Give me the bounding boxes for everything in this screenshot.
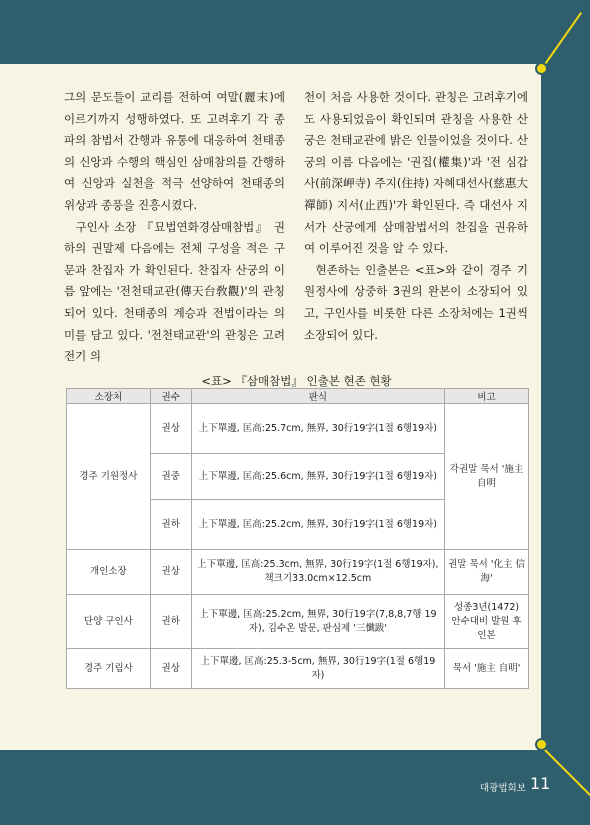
cell-owner: 개인소장 — [67, 550, 151, 595]
header-format: 판식 — [191, 389, 444, 404]
cell-note: 묵서 '施主 自明' — [445, 649, 529, 689]
header-volume: 권수 — [150, 389, 191, 404]
publication-name: 대광법회보 — [480, 783, 526, 794]
cell-owner: 단양 구인사 — [67, 595, 151, 649]
text-column-right — [304, 87, 528, 346]
right-paragraph-2: 현존하는 인출본은 <표>와 같이 경주 기원정사에 상중하 3권의 완본이 소장되어 있고, 구인사를 비롯한 다른 소장처에는 1권씩 소장되어 있다. — [304, 262, 528, 342]
cell-owner: 경주 기림사 — [67, 649, 151, 689]
cell-note: 각권말 묵서 '施主 自明 — [445, 404, 529, 550]
accent-line-top — [540, 12, 582, 70]
left-paragraph-2: 구인사 소장 『묘법연화경삼매참법』 권하의 권말제 다음에는 전체 구성을 적은 구문과 찬집자 가 확인된다. 찬집자 산궁의 이름 앞에는 '전천태교관(傳天台敎觀)'의 관칭되어 있다. 천태종의 계승과 전법이라는 의미를 담고 있다. '전천태교관'의 관칭은 고려전기 의 — [64, 219, 285, 364]
right-paragraph-1: 천이 처음 사용한 것이다. 관칭은 고려후기에도 사용되었음이 확인되며 관칭을 사용한 산궁은 천태교관에 밝은 인물이었을 것이다. 산궁의 이름 다음에는 '권집(權集)'과 '전 심갑사(前深岬寺) 주지(住持) 자혜대선사(慈惠大禪師) 지서(止西)'가 확인된다. 즉 대선사 지서가 산궁에게 삼매참법서의 찬집을 권유하여 이루어진 것을 알 수 있다. — [304, 90, 528, 256]
cell-note: 권말 묵서 '化主 信海' — [445, 550, 529, 595]
text-column-left — [64, 87, 285, 368]
table-row — [67, 649, 529, 689]
cell-format: 上下單邊, 匡高:25.2cm, 無界, 30行19字(7,8,8,7행 19자), 김수온 발문, 판심제 '三懺跋' — [191, 595, 444, 649]
header-owner: 소장처 — [67, 389, 151, 404]
table-row — [67, 404, 529, 454]
table-row — [67, 550, 529, 595]
page-number: 11 — [530, 774, 551, 793]
cell-volume: 권상 — [150, 550, 191, 595]
cell-format: 上下單邊, 匡高:25.6cm, 無界, 30行19字(1절 6행19자) — [191, 454, 444, 500]
left-paragraph-1: 그의 문도들이 교리를 전하여 여말(麗末)에 이르기까지 성행하였다. 또 고려후기 각 종파의 참법서 간행과 유통에 대응하여 천태종의 신앙과 수행의 핵심인 삼매참의를 간행하여 신앙과 실천을 적극 선양하여 천태종의 위상과 종풍을 진흥시켰다. — [64, 90, 285, 212]
accent-dot-bottom — [535, 738, 548, 751]
cell-owner: 경주 기원정사 — [67, 404, 151, 550]
cell-volume: 권하 — [150, 595, 191, 649]
cell-format: 上下單邊, 匡高:25.7cm, 無界, 30行19字(1절 6행19자) — [191, 404, 444, 454]
accent-dot-top — [535, 62, 548, 75]
cell-volume: 권상 — [150, 404, 191, 454]
cell-format: 上下單邊, 匡高:25.2cm, 無界, 30行19字(1절 6행19자) — [191, 500, 444, 550]
cell-volume: 권하 — [150, 500, 191, 550]
cell-format: 上下單邊, 匡高:25.3-5cm, 無界, 30行19字(1절 6행19자) — [191, 649, 444, 689]
table-title: <표> 『삼매참법』 인출본 현존 현황 — [201, 374, 392, 388]
table-header-row — [67, 389, 529, 404]
edition-table — [66, 388, 529, 689]
table-row — [67, 595, 529, 649]
header-note: 비고 — [445, 389, 529, 404]
cell-note: 성종3년(1472) 안수대비 발원 후인본 — [445, 595, 529, 649]
cell-format: 上下單邊, 匡高:25.3cm, 無界, 30行19字(1절 6행19자), 책크기33.0cm×12.5cm — [191, 550, 444, 595]
cell-volume: 권중 — [150, 454, 191, 500]
cell-volume: 권상 — [150, 649, 191, 689]
